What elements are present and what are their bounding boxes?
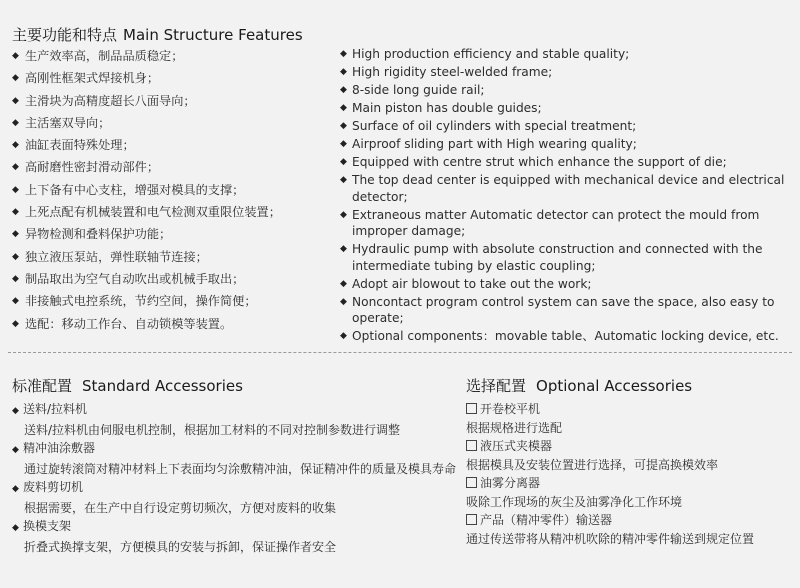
main-features-title <box>12 24 303 45</box>
feature-en-item: ◆ Noncontact program control system can save the space, also easy to operate; <box>340 294 775 325</box>
optional-item-name: 产品（精冲零件）输送器 <box>466 511 754 530</box>
diamond-bullet-icon: ◆ <box>340 103 347 113</box>
standard-accessories-title <box>12 375 243 396</box>
diamond-bullet-icon: ◆ <box>340 139 347 149</box>
diamond-bullet-icon: ◆ <box>12 318 19 329</box>
diamond-bullet-icon: ◆ <box>12 296 19 307</box>
feature-cn-item: ◆ 上死点配有机械装置和电气检测双重限位装置； <box>12 201 342 223</box>
standard-item-desc: 送料/拉料机由伺服电机控制，根据加工材料的不同对控制参数进行调整 <box>24 422 401 437</box>
standard-item-name: ◆ 送料/拉料机 <box>12 400 456 421</box>
section-divider <box>8 352 792 353</box>
standard-title-en: Standard Accessories <box>82 377 243 395</box>
feature-en-item: ◆ High production efficiency and stable quality; <box>340 47 630 61</box>
diamond-bullet-icon: ◆ <box>12 523 19 533</box>
diamond-bullet-icon: ◆ <box>340 121 347 131</box>
diamond-bullet-icon: ◆ <box>12 73 19 84</box>
diamond-bullet-icon: ◆ <box>340 244 347 254</box>
optional-item-name: 开卷校平机 <box>466 400 754 419</box>
feature-cn-item: ◆ 油缸表面特殊处理； <box>12 134 342 156</box>
diamond-bullet-icon: ◆ <box>12 184 19 195</box>
optional-item-name: 液压式夹模器 <box>466 437 754 456</box>
optional-title-cn: 选择配置 <box>466 377 527 395</box>
diamond-bullet-icon: ◆ <box>340 85 347 95</box>
features-list-cn <box>12 45 342 335</box>
diamond-bullet-icon: ◆ <box>12 251 19 262</box>
diamond-bullet-icon: ◆ <box>12 140 19 151</box>
standard-item-desc: 通过旋转滚筒对精冲材料上下表面均匀涂敷精冲油，保证精冲件的质量及模具寿命 <box>24 461 457 476</box>
diamond-bullet-icon: ◆ <box>12 95 19 106</box>
feature-cn-item: ◆ 高刚性框架式焊接机身； <box>12 67 342 89</box>
feature-en-item: ◆ 8-side long guide rail; <box>340 83 485 97</box>
diamond-bullet-icon: ◆ <box>12 207 19 218</box>
feature-en-item: ◆ Adopt air blowout to take out the work; <box>340 276 592 291</box>
feature-en-item: ◆ Airproof sliding part with High wearing quality; <box>340 137 637 151</box>
feature-en-item: ◆ Main piston has double guides; <box>340 101 542 115</box>
diamond-bullet-icon: ◆ <box>12 445 19 455</box>
optional-title-en: Optional Accessories <box>536 377 693 395</box>
diamond-bullet-icon: ◆ <box>340 278 347 289</box>
feature-en-item: ◆ Hydraulic pump with absolute construction and connected with the intermediate tubing by elastic coupling; <box>340 242 763 273</box>
optional-item-desc: 根据规格进行选配 <box>466 420 563 435</box>
diamond-bullet-icon: ◆ <box>12 51 19 61</box>
diamond-bullet-icon: ◆ <box>340 331 347 341</box>
checkbox-square-icon <box>466 514 477 525</box>
standard-item-name: ◆ 换模支架 <box>12 517 456 538</box>
feature-cn-item: ◆ 高耐磨性密封滑动部件； <box>12 156 342 178</box>
diamond-bullet-icon: ◆ <box>340 157 347 167</box>
diamond-bullet-icon: ◆ <box>12 229 19 240</box>
diamond-bullet-icon: ◆ <box>12 484 19 494</box>
feature-cn-item: ◆ 上下备有中心支柱，增强对模具的支撑； <box>12 179 342 201</box>
feature-en-item: ◆ The top dead center is equipped with mechanical device and electrical detector; <box>340 173 785 204</box>
diamond-bullet-icon: ◆ <box>340 296 347 307</box>
feature-cn-item: ◆ 异物检测和叠料保护功能； <box>12 223 342 245</box>
checkbox-square-icon <box>466 477 477 488</box>
standard-item-name: ◆ 废料剪切机 <box>12 478 456 499</box>
diamond-bullet-icon: ◆ <box>340 209 347 220</box>
diamond-bullet-icon: ◆ <box>340 67 347 77</box>
checkbox-square-icon <box>466 440 477 451</box>
feature-en-item: ◆ High rigidity steel-welded frame; <box>340 65 553 79</box>
main-features-title-en: Main Structure Features <box>123 26 303 44</box>
optional-item-desc: 根据模具及安装位置进行选择，可提高换模效率 <box>466 457 719 472</box>
feature-cn-item: ◆ 主活塞双导向； <box>12 112 342 134</box>
feature-en-item: ◆ Optional components：movable table、Automatic locking device, etc. <box>340 329 779 343</box>
optional-item-desc: 通过传送带将从精冲机吹除的精冲零件输送到规定位置 <box>466 531 755 546</box>
main-features-title-cn: 主要功能和特点 <box>12 26 118 44</box>
feature-en-item: ◆ Extraneous matter Automatic detector can protect the mould from improper damage; <box>340 207 760 238</box>
standard-accessories-list <box>12 400 456 556</box>
standard-item-name: ◆ 精冲油涂敷器 <box>12 439 456 460</box>
feature-cn-item: ◆ 制品取出为空气自动吹出或机械手取出； <box>12 268 342 290</box>
feature-cn-item: ◆ 非接触式电控系统，节约空间，操作简便； <box>12 290 342 312</box>
standard-item-desc: 根据需要，在生产中自行设定剪切频次，方便对废料的收集 <box>24 500 337 515</box>
optional-accessories-title <box>466 375 692 396</box>
optional-item-name: 油雾分离器 <box>466 474 754 493</box>
features-list-en <box>340 46 785 346</box>
diamond-bullet-icon: ◆ <box>340 49 347 59</box>
feature-cn-item: ◆ 主滑块为高精度超长八面导向； <box>12 90 342 112</box>
feature-cn-item: ◆ 生产效率高，制品品质稳定； <box>12 45 342 67</box>
feature-cn-item: ◆ 选配：移动工作台、自动锁模等装置。 <box>12 313 342 335</box>
feature-en-item: ◆ Surface of oil cylinders with special treatment; <box>340 119 637 133</box>
optional-accessories-list <box>466 400 754 548</box>
diamond-bullet-icon: ◆ <box>12 273 19 284</box>
diamond-bullet-icon: ◆ <box>12 117 19 128</box>
diamond-bullet-icon: ◆ <box>12 406 19 416</box>
standard-title-cn: 标准配置 <box>12 377 73 395</box>
feature-en-item: ◆ Equipped with centre strut which enhance the support of die; <box>340 155 727 169</box>
checkbox-square-icon <box>466 403 477 414</box>
feature-cn-item: ◆ 独立液压泵站，弹性联轴节连接； <box>12 246 342 268</box>
diamond-bullet-icon: ◆ <box>12 162 19 173</box>
optional-item-desc: 吸除工作现场的灰尘及油雾净化工作环境 <box>466 494 683 509</box>
diamond-bullet-icon: ◆ <box>340 175 347 185</box>
standard-item-desc: 折叠式换撑支架，方便模具的安装与拆卸，保证操作者安全 <box>24 539 337 554</box>
